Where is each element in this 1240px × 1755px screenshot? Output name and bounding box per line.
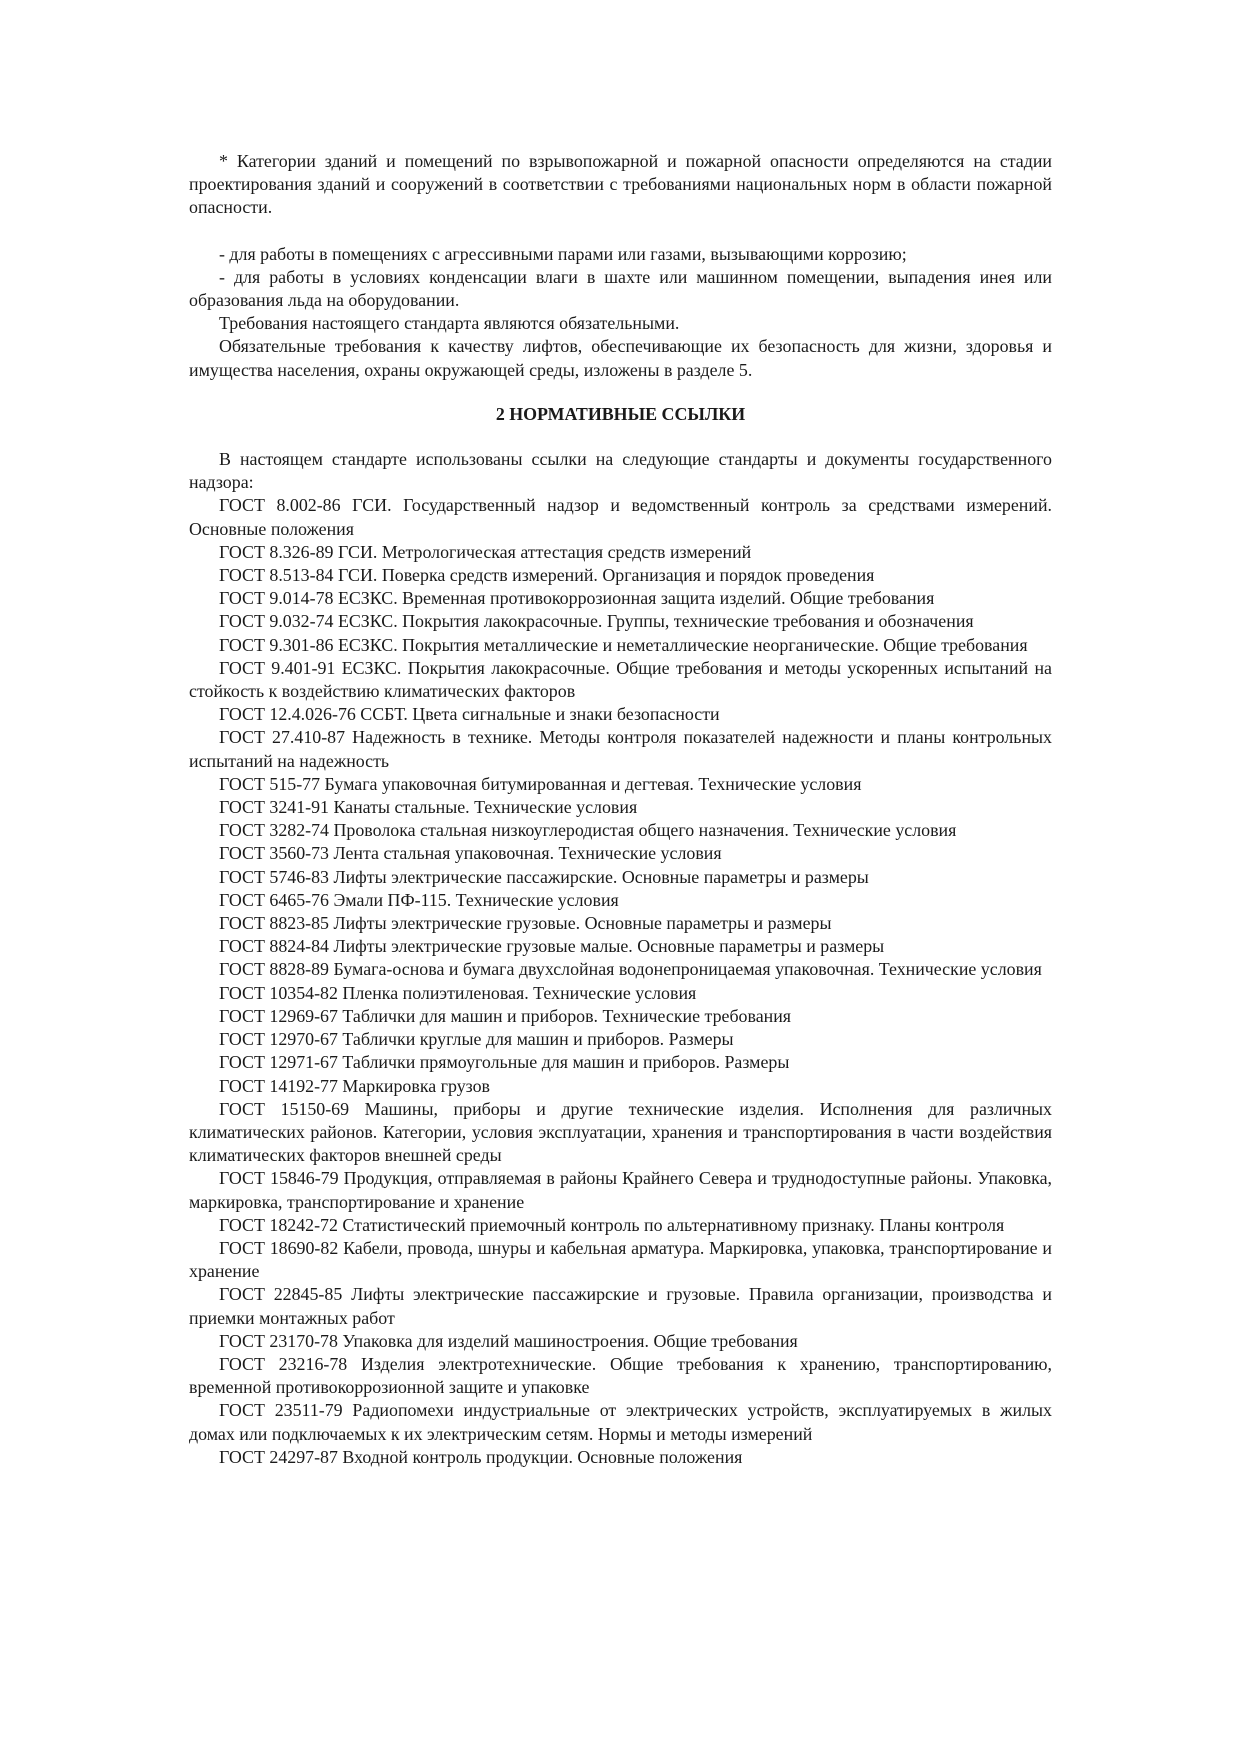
reference-item: ГОСТ 3282-74 Проволока стальная низкоуглеродистая общего назначения. Технические условия	[219, 820, 957, 841]
reference-item: ГОСТ 15846-79 Продукция, отправляемая в районы Крайнего Севера и труднодоступные районы. Упаковка, маркировка, транспортирование и хранение	[189, 1168, 1052, 1212]
reference-item: ГОСТ 8.513-84 ГСИ. Поверка средств измерений. Организация и порядок проведения	[219, 565, 875, 586]
reference-item: ГОСТ 9.032-74 ЕСЗКС. Покрытия лакокрасочные. Группы, технические требования и обозначения	[219, 611, 974, 632]
section-heading: 2 НОРМАТИВНЫЕ ССЫЛКИ	[495, 403, 746, 424]
reference-item: ГОСТ 8828-89 Бумага-основа и бумага двухслойная водонепроницаемая упаковочная. Технические условия	[219, 959, 1042, 980]
reference-item: ГОСТ 15150-69 Машины, приборы и другие технические изделия. Исполнения для различных климатических районов. Категории, условия эксплуатации, хранения и транспортирования в части воздействия климатических факторов внешней среды	[189, 1098, 1052, 1166]
reference-item: ГОСТ 10354-82 Пленка полиэтиленовая. Технические условия	[219, 982, 697, 1003]
section-heading-wrap	[189, 403, 1052, 426]
reference-item: ГОСТ 515-77 Бумага упаковочная битумированная и дегтевая. Технические условия	[219, 773, 862, 794]
references-intro: В настоящем стандарте использованы ссылки на следующие стандарты и документы государственного надзора:	[189, 449, 1052, 493]
reference-item: ГОСТ 12.4.026-76 ССБТ. Цвета сигнальные и знаки безопасности	[219, 704, 720, 725]
reference-item: ГОСТ 12971-67 Таблички прямоугольные для машин и приборов. Размеры	[219, 1052, 790, 1073]
paragraph-spacer	[189, 220, 1052, 243]
mandatory-statement: Требования настоящего стандарта являются обязательными.	[219, 313, 680, 334]
reference-item: ГОСТ 12970-67 Таблички круглые для машин и приборов. Размеры	[219, 1029, 734, 1050]
reference-item: ГОСТ 22845-85 Лифты электрические пассажирские и грузовые. Правила организации, производства и приемки монтажных работ	[189, 1284, 1052, 1328]
reference-item: ГОСТ 6465-76 Эмали ПФ-115. Технические условия	[219, 889, 619, 910]
document-page	[189, 150, 1052, 1469]
footnote-paragraph: * Категории зданий и помещений по взрывопожарной и пожарной опасности определяются на стадии проектирования зданий и сооружений в соответствии с требованиями национальных норм в области пожарной опасности.	[189, 151, 1052, 218]
reference-item: ГОСТ 9.301-86 ЕСЗКС. Покрытия металлические и неметаллические неорганические. Общие требования	[219, 634, 1028, 655]
reference-item: ГОСТ 8.326-89 ГСИ. Метрологическая аттестация средств измерений	[219, 541, 752, 562]
reference-item: ГОСТ 3241-91 Канаты стальные. Технические условия	[219, 797, 638, 818]
reference-item: ГОСТ 18242-72 Статистический приемочный контроль по альтернативному признаку. Планы контроля	[219, 1214, 1005, 1235]
reference-item: ГОСТ 24297-87 Входной контроль продукции. Основные положения	[219, 1446, 743, 1467]
reference-item: ГОСТ 23511-79 Радиопомехи индустриальные от электрических устройств, эксплуатируемых в жилых домах или подключаемых к их электрическим сетям. Нормы и методы измерений	[189, 1400, 1052, 1444]
reference-item: ГОСТ 27.410-87 Надежность в технике. Методы контроля показателей надежности и планы контрольных испытаний на надежность	[189, 727, 1052, 771]
requirements-block	[189, 243, 1052, 382]
reference-item: ГОСТ 8823-85 Лифты электрические грузовые. Основные параметры и размеры	[219, 913, 832, 934]
reference-item: ГОСТ 9.014-78 ЕСЗКС. Временная противокоррозионная защита изделий. Общие требования	[219, 588, 935, 609]
list-item-aggressive-vapors: - для работы в помещениях с агрессивными парами или газами, вызывающими коррозию;	[219, 243, 907, 264]
reference-item: ГОСТ 8.002-86 ГСИ. Государственный надзор и ведомственный контроль за средствами измерений. Основные положения	[189, 495, 1052, 539]
reference-item: ГОСТ 8824-84 Лифты электрические грузовые малые. Основные параметры и размеры	[219, 936, 885, 957]
reference-item: ГОСТ 14192-77 Маркировка грузов	[219, 1075, 490, 1096]
reference-item: ГОСТ 23216-78 Изделия электротехнические. Общие требования к хранению, транспортированию, временной противокоррозионной защите и упаковке	[189, 1353, 1052, 1398]
safety-requirements-paragraph: Обязательные требования к качеству лифтов, обеспечивающие их безопасность для жизни, здоровья и имущества населения, охраны окружающей среды, изложены в разделе 5.	[189, 336, 1052, 380]
reference-item: ГОСТ 23170-78 Упаковка для изделий машиностроения. Общие требования	[219, 1330, 798, 1351]
list-item-condensation: - для работы в условиях конденсации влаги в шахте или машинном помещении, выпадения инея или образования льда на оборудовании.	[189, 266, 1052, 311]
reference-item: ГОСТ 12969-67 Таблички для машин и приборов. Технические требования	[219, 1005, 792, 1026]
normative-references	[189, 448, 1052, 1469]
reference-item: ГОСТ 18690-82 Кабели, провода, шнуры и кабельная арматура. Маркировка, упаковка, транспортирование и хранение	[189, 1237, 1052, 1282]
reference-item: ГОСТ 3560-73 Лента стальная упаковочная. Технические условия	[219, 843, 722, 864]
reference-item: ГОСТ 9.401-91 ЕСЗКС. Покрытия лакокрасочные. Общие требования и методы ускоренных испытаний на стойкость к воздействию климатических факторов	[189, 657, 1052, 702]
reference-list	[189, 494, 1052, 1469]
reference-item: ГОСТ 5746-83 Лифты электрические пассажирские. Основные параметры и размеры	[219, 866, 869, 887]
